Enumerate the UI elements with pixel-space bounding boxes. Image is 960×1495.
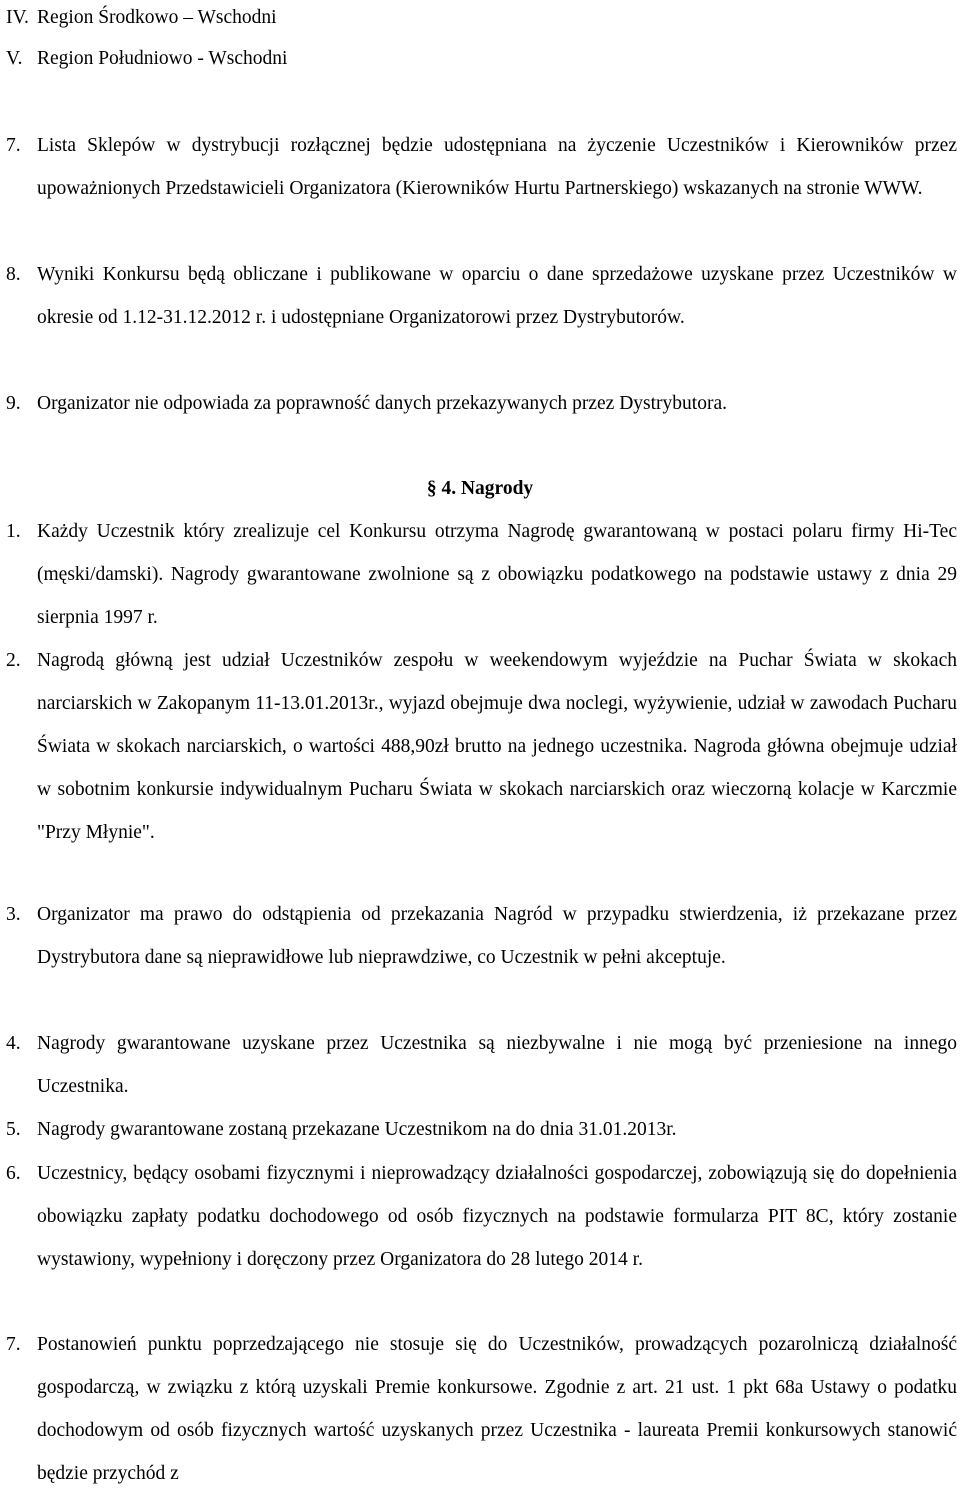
list-number: IV. <box>6 7 29 28</box>
list-item <box>0 1152 960 1281</box>
list-item <box>0 639 960 854</box>
list-number: 9. <box>6 393 21 414</box>
list-number: 8. <box>6 264 21 285</box>
list-item <box>0 510 960 639</box>
list-item <box>0 1022 960 1108</box>
list-text: Organizator ma prawo do odstąpienia od przekazania Nagród w przypadku stwierdzenia, iż przekazane przez Dystrybutora dane są nieprawidłowe lub nieprawdziwe, co Uczestnik w pełni akceptuje. <box>37 904 957 968</box>
list-number: 2. <box>6 650 21 671</box>
list-number: 1. <box>6 521 21 542</box>
list-number: 3. <box>6 904 21 925</box>
list-number: 7. <box>6 135 21 156</box>
list-item <box>0 124 960 210</box>
list-text: Nagrodą główną jest udział Uczestników zespołu w weekendowym wyjeździe na Puchar Świata w skokach narciarskich w Zakopanym 11-13.01.2013r., wyjazd obejmuje dwa noclegi, wyżywienie, udział w zawodach Pucharu Świata w skokach narciarskich, o wartości 488,90zł brutto na jednego uczestnika. Nagroda główna obejmuje udział w sobotnim konkursie indywidualnym Pucharu Świata w skokach narciarskich oraz wieczorną kolacje w Karczmie "Przy Młynie". <box>37 650 957 843</box>
list-text: Nagrody gwarantowane zostaną przekazane Uczestnikom na do dnia 31.01.2013r. <box>37 1119 677 1140</box>
list-number: 7. <box>6 1334 21 1355</box>
list-item <box>0 37 960 80</box>
list-text: Uczestnicy, będący osobami fizycznymi i nieprowadzący działalności gospodarczej, zobowiązują się do dopełnienia obowiązku zapłaty podatku dochodowego od osób fizycznych na podstawie formularza PIT 8C, który zostanie wystawiony, wypełniony i doręczony przez Organizatora do 28 lutego 2014 r. <box>37 1163 957 1270</box>
list-text: Lista Sklepów w dystrybucji rozłącznej będzie udostępniana na życzenie Uczestników i Kierowników przez upoważnionych Przedstawicieli Organizatora (Kierowników Hurtu Partnerskiego) wskazanych na stronie WWW. <box>37 135 957 199</box>
list-text: Wyniki Konkursu będą obliczane i publikowane w oparciu o dane sprzedażowe uzyskane przez Uczestników w okresie od 1.12-31.12.2012 r. i udostępniane Organizatorowi przez Dystrybutorów. <box>37 264 957 328</box>
list-text: Postanowień punktu poprzedzającego nie stosuje się do Uczestników, prowadzących pozarolniczą działalność gospodarczą, w związku z którą uzyskali Premie konkursowe. Zgodnie z art. 21 ust. 1 pkt 68a Ustawy o podatku dochodowym od osób fizycznych wartość uzyskanych przez Uczestnika - laureata Premii konkursowych stanowić będzie przychód z <box>37 1334 957 1484</box>
section-heading: § 4. Nagrody <box>426 478 534 499</box>
list-number: V. <box>6 48 23 69</box>
list-item <box>0 382 960 425</box>
list-item <box>0 1323 960 1495</box>
list-number: 5. <box>6 1119 21 1140</box>
list-item <box>0 893 960 979</box>
list-text: Region Środkowo – Wschodni <box>37 7 277 28</box>
list-item <box>0 253 960 339</box>
list-text: Każdy Uczestnik który zrealizuje cel Konkursu otrzyma Nagrodę gwarantowaną w postaci polaru firmy Hi-Tec (męski/damski). Nagrody gwarantowane zwolnione są z obowiązku podatkowego na podstawie ustawy z dnia 29 sierpnia 1997 r. <box>37 521 957 628</box>
list-text: Organizator nie odpowiada za poprawność danych przekazywanych przez Dystrybutora. <box>37 393 727 414</box>
list-item <box>0 0 960 39</box>
list-item <box>0 1108 960 1151</box>
list-number: 4. <box>6 1033 21 1054</box>
list-number: 6. <box>6 1163 21 1184</box>
list-text: Region Południowo - Wschodni <box>37 48 288 69</box>
list-text: Nagrody gwarantowane uzyskane przez Uczestnika są niezbywalne i nie mogą być przeniesione na innego Uczestnika. <box>37 1033 957 1097</box>
